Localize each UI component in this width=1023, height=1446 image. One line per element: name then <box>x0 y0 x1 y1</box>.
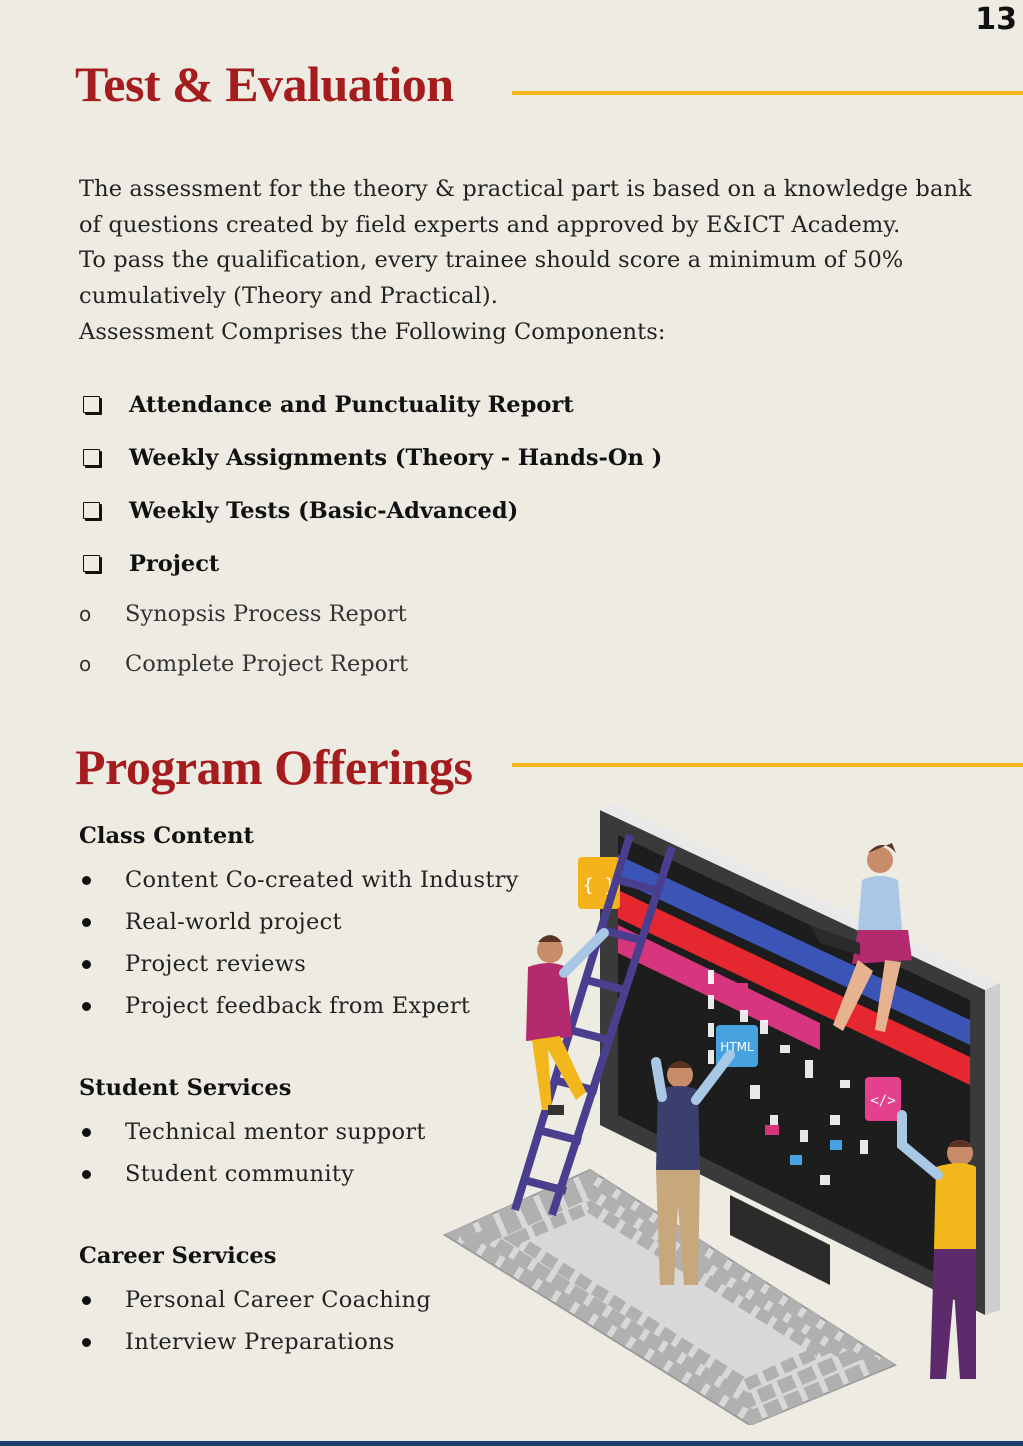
student-services-list <box>79 1111 426 1195</box>
assessment-components-list <box>79 378 662 590</box>
bullet-dot-icon <box>82 1002 91 1011</box>
list-item <box>79 1321 431 1363</box>
item-label: Student community <box>125 1161 355 1187</box>
paragraph: To pass the qualification, every trainee should score a minimum of 50% cumulatively (Theory and Practical). <box>79 247 904 310</box>
assessment-description <box>79 172 994 351</box>
heading-career-services: Career Services <box>79 1243 277 1269</box>
checkbox-bullet-icon <box>83 555 100 572</box>
component-label: Weekly Assignments (Theory - Hands-On ) <box>129 444 663 471</box>
item-label: Technical mentor support <box>125 1119 426 1145</box>
list-item <box>79 431 662 484</box>
list-item <box>79 378 662 431</box>
section-title-test-evaluation: Test & Evaluation <box>75 56 454 112</box>
developers-monitor-illustration <box>440 795 1023 1425</box>
icon-label: { } <box>582 875 616 896</box>
page-number: 13 <box>975 2 1017 37</box>
item-label: Content Co-created with Industry <box>125 867 519 893</box>
project-item-label: Complete Project Report <box>125 651 409 677</box>
list-item <box>79 1279 431 1321</box>
item-label: Real-world project <box>125 909 342 935</box>
component-label: Weekly Tests (Basic-Advanced) <box>129 497 519 524</box>
title-rule <box>512 91 1023 95</box>
checkbox-bullet-icon <box>83 502 100 519</box>
circle-bullet-icon: o <box>79 602 92 626</box>
bullet-dot-icon <box>82 876 91 885</box>
bullet-dot-icon <box>82 1170 91 1179</box>
bullet-dot-icon <box>82 1128 91 1137</box>
footer-bar <box>0 1441 1023 1446</box>
list-item <box>79 484 662 537</box>
project-item-label: Synopsis Process Report <box>125 601 407 627</box>
list-item <box>79 1153 426 1195</box>
item-label: Project reviews <box>125 951 307 977</box>
bullet-dot-icon <box>82 1338 91 1347</box>
item-label: Personal Career Coaching <box>125 1287 432 1313</box>
section-title-program-offerings: Program Offerings <box>75 739 473 795</box>
circle-bullet-icon: o <box>79 652 92 676</box>
list-item <box>79 1111 426 1153</box>
component-label: Attendance and Punctuality Report <box>129 391 574 418</box>
item-label: Interview Preparations <box>125 1329 395 1355</box>
code-tag-icon <box>865 1077 901 1121</box>
heading-student-services: Student Services <box>79 1075 292 1101</box>
list-item <box>79 537 662 590</box>
bullet-dot-icon <box>82 918 91 927</box>
list-item <box>79 589 408 639</box>
paragraph: The assessment for the theory & practical part is based on a knowledge bank of questions created by field experts and approved by E&ICT Academy. <box>79 176 972 238</box>
list-item <box>79 639 408 689</box>
item-label: Project feedback from Expert <box>125 993 471 1019</box>
bullet-dot-icon <box>82 1296 91 1305</box>
paragraph: Assessment Comprises the Following Components: <box>79 318 666 345</box>
title-rule <box>512 763 1023 767</box>
checkbox-bullet-icon <box>83 396 100 413</box>
heading-class-content: Class Content <box>79 823 254 849</box>
component-label: Project <box>129 550 220 577</box>
checkbox-bullet-icon <box>83 449 100 466</box>
icon-label: </> <box>870 1093 896 1109</box>
icon-label: HTML <box>720 1040 754 1054</box>
bullet-dot-icon <box>82 960 91 969</box>
project-subitems-list <box>79 589 408 689</box>
career-services-list <box>79 1279 431 1363</box>
